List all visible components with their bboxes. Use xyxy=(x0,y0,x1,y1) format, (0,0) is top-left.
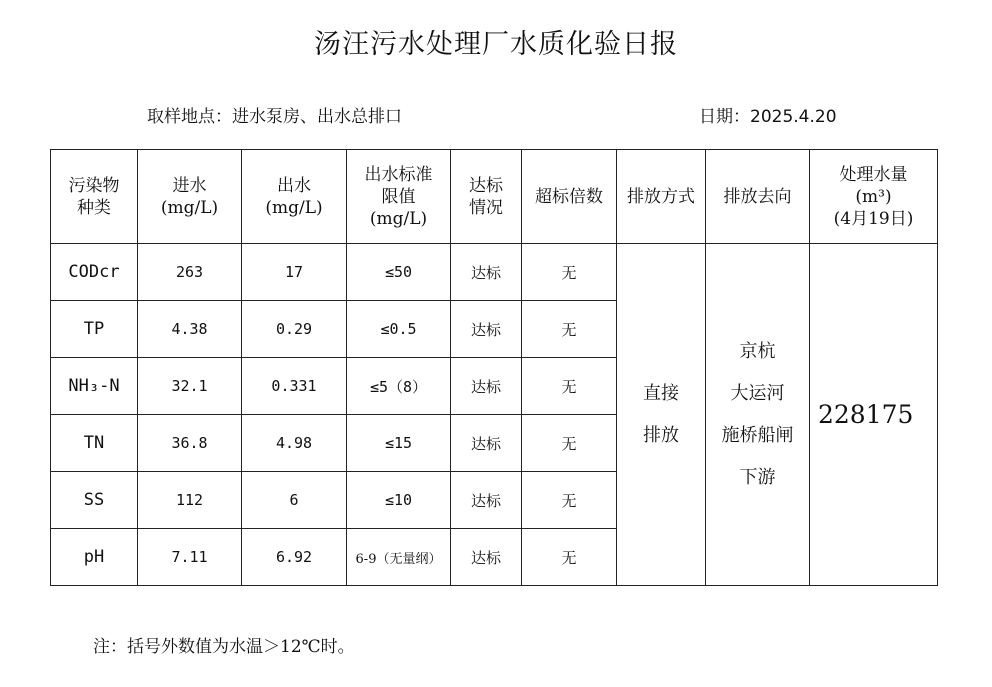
cell-effluent: 4.98 xyxy=(242,415,347,472)
cell-limit: ≤50 xyxy=(347,244,451,301)
cell-discharge-to: 京杭 大运河 施桥船闸 下游 xyxy=(706,244,810,586)
cell-limit: 6-9（无量纲） xyxy=(347,529,451,586)
cell-limit: ≤5（8） xyxy=(347,358,451,415)
sampling-location: 取样地点：进水泵房、出水总排口 xyxy=(147,107,402,127)
footnote: 注：括号外数值为水温＞12℃时。 xyxy=(93,637,355,657)
cell-flow: 228175 xyxy=(810,244,938,586)
header-discharge-method: 排放方式 xyxy=(617,150,706,244)
cell-effluent: 17 xyxy=(242,244,347,301)
cell-influent: 36.8 xyxy=(138,415,242,472)
cell-discharge-method: 直接 排放 xyxy=(617,244,706,586)
cell-influent: 32.1 xyxy=(138,358,242,415)
header-influent: 进水 (mg/L) xyxy=(138,150,242,244)
cell-param: pH xyxy=(51,529,138,586)
cell-status: 达标 xyxy=(451,358,522,415)
header-exceed: 超标倍数 xyxy=(522,150,617,244)
cell-effluent: 6.92 xyxy=(242,529,347,586)
cell-exceed: 无 xyxy=(522,244,617,301)
page-title: 汤汪污水处理厂水质化验日报 xyxy=(314,29,678,60)
cell-status: 达标 xyxy=(451,472,522,529)
cell-status: 达标 xyxy=(451,415,522,472)
cell-exceed: 无 xyxy=(522,415,617,472)
cell-limit: ≤10 xyxy=(347,472,451,529)
cell-influent: 263 xyxy=(138,244,242,301)
header-compliance: 达标 情况 xyxy=(451,150,522,244)
water-quality-table xyxy=(50,149,938,586)
cell-param: TN xyxy=(51,415,138,472)
cell-influent: 4.38 xyxy=(138,301,242,358)
cell-exceed: 无 xyxy=(522,358,617,415)
cell-status: 达标 xyxy=(451,244,522,301)
cell-status: 达标 xyxy=(451,529,522,586)
cell-param: CODcr xyxy=(51,244,138,301)
cell-effluent: 0.331 xyxy=(242,358,347,415)
header-effluent: 出水 (mg/L) xyxy=(242,150,347,244)
cell-influent: 112 xyxy=(138,472,242,529)
header-limit: 出水标准 限值 (mg/L) xyxy=(347,150,451,244)
table-header-row xyxy=(51,150,938,244)
cell-status: 达标 xyxy=(451,301,522,358)
cell-param: TP xyxy=(51,301,138,358)
cell-effluent: 6 xyxy=(242,472,347,529)
cell-effluent: 0.29 xyxy=(242,301,347,358)
cell-influent: 7.11 xyxy=(138,529,242,586)
report-date: 日期：2025.4.20 xyxy=(699,107,837,127)
cell-limit: ≤0.5 xyxy=(347,301,451,358)
cell-exceed: 无 xyxy=(522,529,617,586)
cell-exceed: 无 xyxy=(522,301,617,358)
header-pollutant: 污染物 种类 xyxy=(51,150,138,244)
cell-param: NH₃-N xyxy=(51,358,138,415)
cell-exceed: 无 xyxy=(522,472,617,529)
header-discharge-to: 排放去向 xyxy=(706,150,810,244)
header-flow: 处理水量 (m³) (4月19日) xyxy=(810,150,938,244)
cell-limit: ≤15 xyxy=(347,415,451,472)
cell-param: SS xyxy=(51,472,138,529)
table-row xyxy=(51,244,938,301)
